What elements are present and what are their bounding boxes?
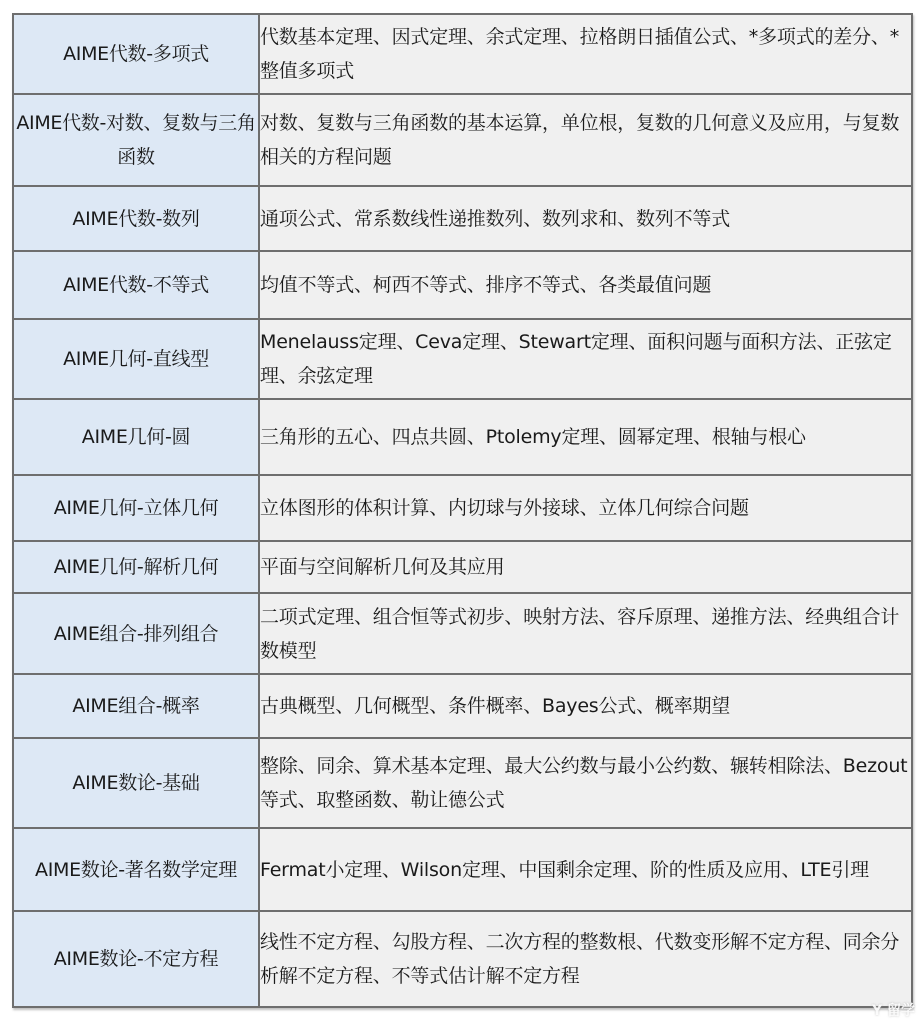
content-cell: 古典概型、几何概型、条件概率、Bayes公式、概率期望 (259, 674, 912, 738)
content-cell: 三角形的五心、四点共圆、Ptolemy定理、圆幂定理、根轴与根心 (259, 399, 912, 475)
topic-cell: AIME代数-数列 (13, 186, 259, 251)
topics-table-container (12, 13, 913, 1008)
topic-cell: AIME代数-不等式 (13, 251, 259, 319)
topic-cell: AIME几何-立体几何 (13, 475, 259, 541)
aime-topics-table (12, 13, 913, 1008)
content-cell: 立体图形的体积计算、内切球与外接球、立体几何综合问题 (259, 475, 912, 541)
topic-cell: AIME数论-不定方程 (13, 911, 259, 1007)
table-row (13, 94, 912, 186)
content-cell: 平面与空间解析几何及其应用 (259, 541, 912, 593)
table-row (13, 251, 912, 319)
content-cell: Fermat小定理、Wilson定理、中国剩余定理、阶的性质及应用、LTE引理 (259, 828, 912, 911)
table-row (13, 399, 912, 475)
table-body (13, 14, 912, 1007)
topic-cell: AIME数论-基础 (13, 738, 259, 828)
content-cell: Menelauss定理、Ceva定理、Stewart定理、面积问题与面积方法、正弦定理、余弦定理 (259, 319, 912, 399)
topic-cell: AIME代数-对数、复数与三角函数 (13, 94, 259, 186)
watermark-logo: Y 留学 (871, 1003, 915, 1019)
topic-cell: AIME几何-解析几何 (13, 541, 259, 593)
table-row (13, 828, 912, 911)
content-cell: 线性不定方程、勾股方程、二次方程的整数根、代数变形解不定方程、同余分析解不定方程、不等式估计解不定方程 (259, 911, 912, 1007)
content-cell: 对数、复数与三角函数的基本运算，单位根，复数的几何意义及应用，与复数相关的方程问题 (259, 94, 912, 186)
content-cell: 二项式定理、组合恒等式初步、映射方法、容斥原理、递推方法、经典组合计数模型 (259, 593, 912, 674)
table-row (13, 475, 912, 541)
content-cell: 通项公式、常系数线性递推数列、数列求和、数列不等式 (259, 186, 912, 251)
topic-cell: AIME几何-圆 (13, 399, 259, 475)
topic-cell: AIME代数-多项式 (13, 14, 259, 94)
topic-cell: AIME组合-概率 (13, 674, 259, 738)
table-row (13, 541, 912, 593)
content-cell: 整除、同余、算术基本定理、最大公约数与最小公约数、辗转相除法、Bezout等式、取整函数、勒让德公式 (259, 738, 912, 828)
topic-cell: AIME几何-直线型 (13, 319, 259, 399)
table-row (13, 738, 912, 828)
table-row (13, 14, 912, 94)
table-row (13, 319, 912, 399)
topic-cell: AIME数论-著名数学定理 (13, 828, 259, 911)
table-row (13, 593, 912, 674)
topic-cell: AIME组合-排列组合 (13, 593, 259, 674)
table-row (13, 186, 912, 251)
table-row (13, 911, 912, 1007)
table-row (13, 674, 912, 738)
content-cell: 代数基本定理、因式定理、余式定理、拉格朗日插值公式、*多项式的差分、*整值多项式 (259, 14, 912, 94)
content-cell: 均值不等式、柯西不等式、排序不等式、各类最值问题 (259, 251, 912, 319)
